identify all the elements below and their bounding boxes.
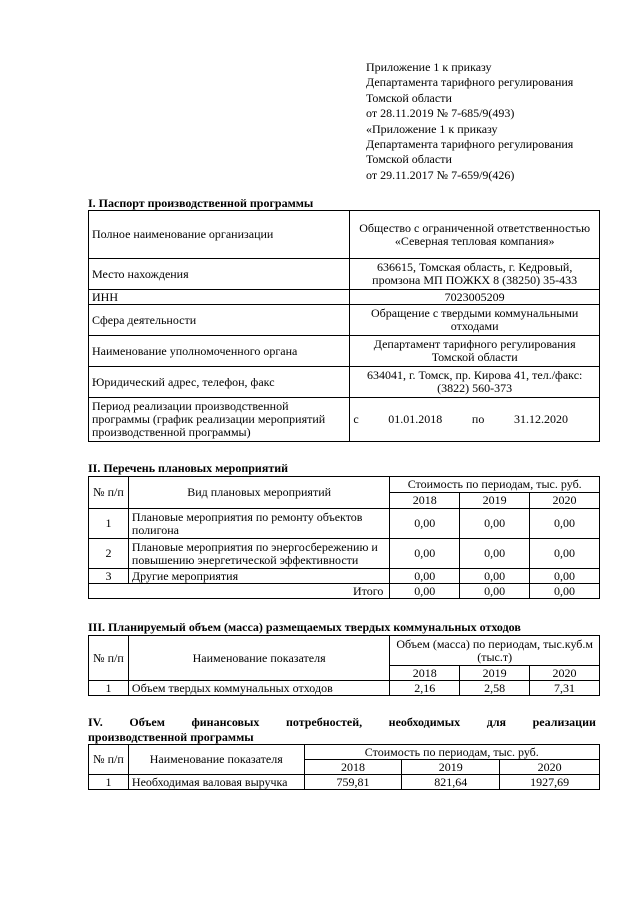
row-label: Место нахождения (89, 259, 350, 290)
row-value: 759,81 (304, 775, 402, 790)
row-name: Плановые мероприятия по ремонту объектов полигона (128, 509, 389, 539)
row-name: Объем твердых коммунальных отходов (128, 681, 389, 696)
row-num: 3 (89, 569, 129, 584)
header-line: от 28.11.2019 № 7-685/9(493) (366, 106, 515, 121)
period-from-word: с (353, 412, 359, 426)
header-line: «Приложение 1 к приказу (366, 121, 498, 136)
row-value: 2,16 (390, 681, 460, 696)
col-name-header: Вид плановых мероприятий (128, 477, 389, 509)
header-line: Департамента тарифного регулирования (366, 137, 574, 152)
period-to-word: по (471, 412, 485, 426)
row-value: Обращение с твердыми коммунальными отходами (350, 305, 600, 336)
table-row (89, 775, 600, 790)
row-value: 0,00 (530, 569, 600, 584)
row-num: 2 (89, 539, 129, 569)
table-row (89, 569, 600, 584)
row-name: Необходимая валовая выручка (128, 775, 304, 790)
row-value: 0,00 (460, 539, 530, 569)
period-to: 31.12.2020 (513, 412, 568, 426)
row-value: 0,00 (530, 539, 600, 569)
title-word: Объем (129, 715, 165, 729)
row-value: Общество с ограниченной ответственностью «Северная тепловая компания» (350, 211, 600, 259)
header-line: Департамента тарифного регулирования (366, 75, 574, 90)
title-word: реализации (532, 715, 596, 729)
header-line: от 29.11.2017 № 7-659/9(426) (366, 167, 515, 182)
order-reference-header (366, 60, 626, 183)
total-label: Итого (89, 584, 390, 599)
table-total-row (89, 584, 600, 599)
period-from: 01.01.2018 (388, 412, 443, 426)
table-header-row (89, 636, 600, 666)
col-cost-header: Стоимость по периодам, тыс. руб. (390, 477, 600, 493)
row-value: 0,00 (390, 509, 460, 539)
row-name: Другие мероприятия (128, 569, 389, 584)
header-line: Томской области (366, 90, 452, 105)
title-word: финансовых (191, 715, 260, 729)
row-value: 2,58 (460, 681, 530, 696)
table-row (89, 539, 600, 569)
year-header: 2020 (500, 760, 600, 775)
col-num-header: № п/п (89, 636, 129, 681)
title-word: необходимых (388, 715, 461, 729)
table-row (89, 259, 600, 290)
year-header: 2019 (460, 493, 530, 509)
section-1-title: I. Паспорт производственной программы (88, 196, 314, 210)
row-value: 0,00 (460, 569, 530, 584)
title-line-2: производственной программы (88, 730, 254, 744)
year-header: 2018 (304, 760, 402, 775)
table-row (89, 681, 600, 696)
row-value: 7023005209 (350, 290, 600, 305)
financial-needs-table (88, 744, 600, 790)
row-value: 0,00 (390, 539, 460, 569)
section-4-title (88, 715, 596, 745)
col-volume-header: Объем (масса) по периодам, тыс.куб.м (тыс.т) (390, 636, 600, 666)
period-label: Период реализации производственной программы (график реализации мероприятий производственной программы) (89, 398, 350, 442)
table-row (89, 290, 600, 305)
header-line: Приложение 1 к приказу (366, 60, 492, 74)
row-value: 634041, г. Томск, пр. Кирова 41, тел./факс: (3822) 560-373 (350, 367, 600, 398)
col-num-header: № п/п (89, 477, 129, 509)
year-header: 2018 (390, 493, 460, 509)
table-row (89, 398, 600, 442)
row-value: 1927,69 (500, 775, 600, 790)
row-name: Плановые мероприятия по энергосбережению и повышению энергетической эффективности (128, 539, 389, 569)
year-header: 2019 (402, 760, 500, 775)
row-label: Сфера деятельности (89, 305, 350, 336)
row-num: 1 (89, 681, 129, 696)
year-header: 2020 (530, 666, 600, 681)
section-2-title: II. Перечень плановых мероприятий (88, 461, 289, 475)
title-word: потребностей, (285, 715, 363, 729)
table-header-row (89, 745, 600, 760)
title-word: для (486, 715, 507, 729)
row-label: Юридический адрес, телефон, факс (89, 367, 350, 398)
table-row (89, 367, 600, 398)
total-value: 0,00 (530, 584, 600, 599)
row-value: 821,64 (402, 775, 500, 790)
total-value: 0,00 (460, 584, 530, 599)
row-value: 636615, Томская область, г. Кедровый, промзона МП ПОЖКХ 8 (38250) 35-433 (350, 259, 600, 290)
row-label: Наименование уполномоченного органа (89, 336, 350, 367)
year-header: 2019 (460, 666, 530, 681)
passport-table (88, 210, 600, 442)
col-cost-header: Стоимость по периодам, тыс. руб. (304, 745, 599, 760)
table-row (89, 211, 600, 259)
year-header: 2020 (530, 493, 600, 509)
planned-activities-table (88, 476, 600, 599)
title-word: IV. (88, 715, 103, 729)
row-value: 0,00 (390, 569, 460, 584)
row-value: 0,00 (530, 509, 600, 539)
col-name-header: Наименование показателя (128, 745, 304, 775)
row-label: Полное наименование организации (89, 211, 350, 259)
table-header-row (89, 477, 600, 493)
period-value (350, 398, 600, 442)
total-value: 0,00 (390, 584, 460, 599)
row-value: 0,00 (460, 509, 530, 539)
table-row (89, 305, 600, 336)
header-line: Томской области (366, 152, 452, 167)
col-num-header: № п/п (89, 745, 129, 775)
table-row (89, 509, 600, 539)
section-3-title: III. Планируемый объем (масса) размещаемых твердых коммунальных отходов (88, 620, 521, 634)
table-row (89, 336, 600, 367)
year-header: 2018 (390, 666, 460, 681)
row-num: 1 (89, 775, 129, 790)
row-num: 1 (89, 509, 129, 539)
waste-volume-table (88, 635, 600, 696)
row-value: Департамент тарифного регулирования Томской области (350, 336, 600, 367)
col-name-header: Наименование показателя (128, 636, 389, 681)
row-label: ИНН (89, 290, 350, 305)
row-value: 7,31 (530, 681, 600, 696)
